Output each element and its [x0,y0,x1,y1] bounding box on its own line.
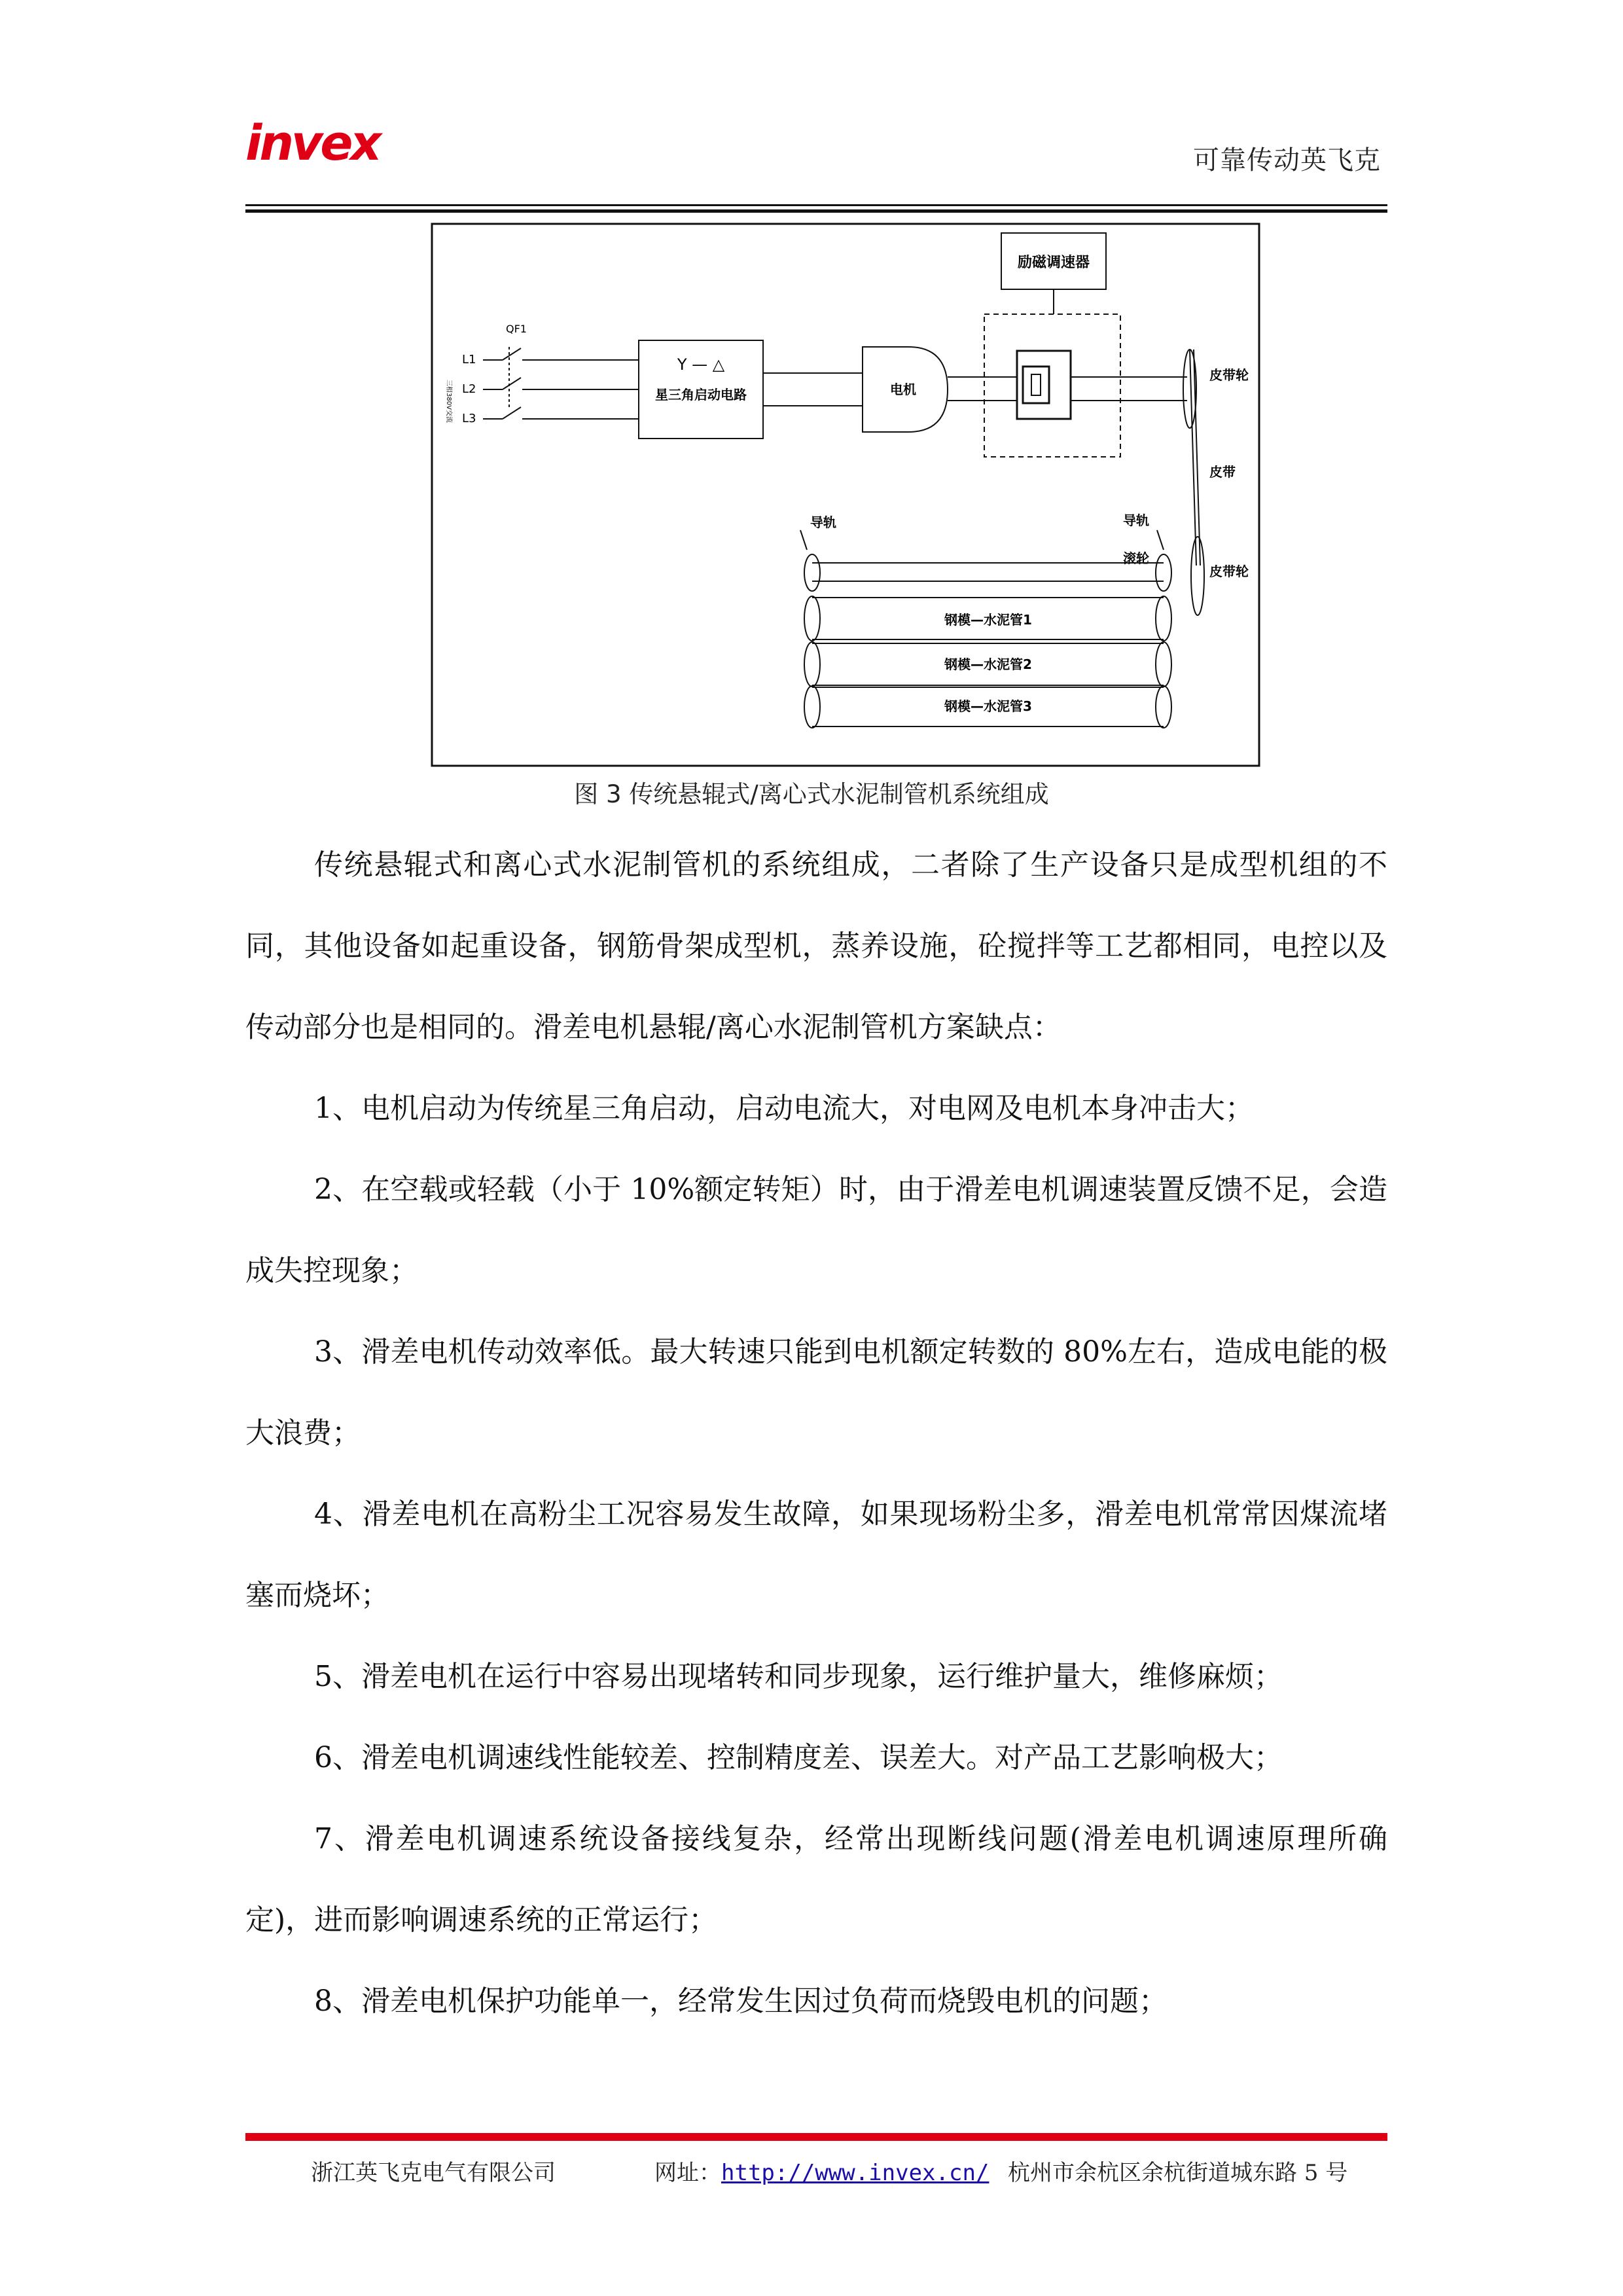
rail-right-label: 导轨 [1123,512,1149,528]
drawback-item-6: 6、滑差电机调速线性能较差、控制精度差、误差大。对产品工艺影响极大； [314,1741,1283,1774]
footer-web-link[interactable]: http://www.invex.cn/ [721,2160,990,2186]
pipe-2-label: 钢模—水泥管2 [944,656,1032,672]
figure-border [432,224,1259,766]
system-diagram [431,223,1260,767]
roller-label: 滚轮 [1123,550,1149,566]
footer-company: 浙江英飞克电气有限公司 [311,2160,556,2186]
star-delta-label: 星三角启动电路 [655,387,747,403]
phase-l2: L2 [462,382,476,396]
drawback-item-8: 8、滑差电机保护功能单一，经常发生因过负荷而烧毁电机的问题； [314,1984,1168,2018]
footer-web-label: 网址： [654,2160,721,2186]
drawback-item-4: 4、滑差电机在高粉尘工况容易发生故障，如果现场粉尘多，滑差电机常常因煤流堵塞而烧坏； [245,1498,1387,1612]
drawback-item-3: 3、滑差电机传动效率低。最大转速只能到电机额定转数的 80%左右，造成电能的极大浪费； [245,1335,1387,1450]
rail-left-label: 导轨 [810,514,836,530]
invex-logo [245,117,386,169]
motor-label: 电机 [890,382,916,397]
drawback-item-5: 5、滑差电机在运行中容易出现堵转和同步现象，运行维护量大，维修麻烦； [314,1660,1283,1693]
header-rule [245,204,1387,206]
body-text [245,825,1387,2042]
pipe-3-label: 钢模—水泥管3 [944,698,1032,714]
breaker-label: QF1 [506,323,527,335]
header-rule-thick [245,209,1387,213]
logo-text: invex [245,117,380,169]
pulley-bottom-label: 皮带轮 [1209,564,1249,579]
belt-label: 皮带 [1209,464,1236,480]
header-tagline: 可靠传动英飞克 [1193,145,1381,175]
star-delta-symbol: Y — △ [677,355,725,374]
drawback-item-2: 2、在空载或轻载（小于 10%额定转矩）时，由于滑差电机调速装置反馈不足，会造成失控现象； [245,1173,1387,1287]
exciter-label: 励磁调速器 [1017,255,1090,271]
intro-paragraph: 传统悬辊式和离心式水泥制管机的系统组成，二者除了生产设备只是成型机组的不同，其他设备如起重设备，钢筋骨架成型机，蒸养设施，砼搅拌等工艺都相同，电控以及传动部分也是相同的。滑差电机悬辊/离心水泥制管机方案缺点： [245,848,1387,1044]
drawback-item-1: 1、电机启动为传统星三角启动，启动电流大，对电网及电机本身冲击大； [314,1092,1254,1125]
figure-caption: 图 3 传统悬辊式/离心式水泥制管机系统组成 [574,780,1049,808]
pulley-top-label: 皮带轮 [1209,367,1249,383]
pipe-1-label: 钢模—水泥管1 [944,612,1032,628]
drawback-item-7: 7、滑差电机调速系统设备接线复杂，经常出现断线问题(滑差电机调速原理所确定)，进而影响调速系统的正常运行； [245,1822,1387,1937]
phase-l1: L1 [462,353,476,367]
phase-l3: L3 [462,412,476,425]
footer-address: 杭州市余杭区余杭街道城东路 5 号 [1008,2160,1348,2186]
supply-label: 三相380V交流 [445,380,452,423]
footer-website [654,2155,989,2187]
footer-rule [245,2133,1387,2141]
